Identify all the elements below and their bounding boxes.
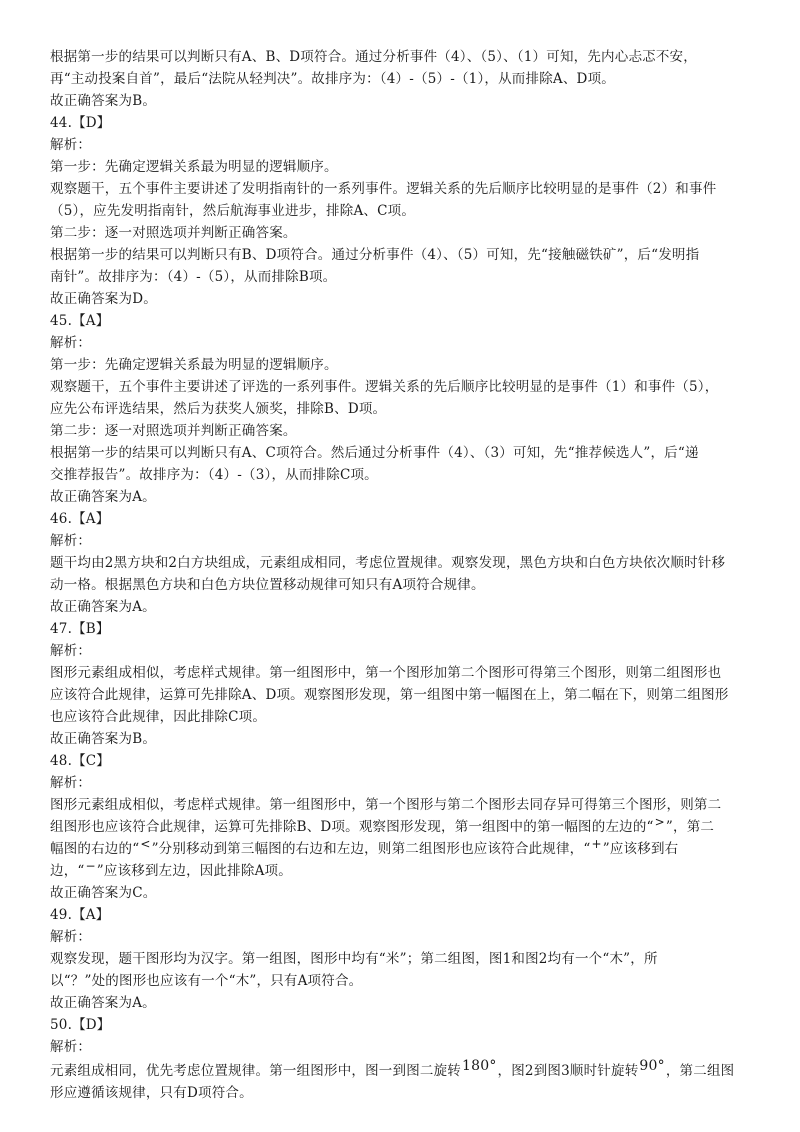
- question-number: 49.【A】: [50, 907, 110, 923]
- question-number: 44.【D】: [50, 115, 111, 131]
- text-line: [50, 1058, 760, 1081]
- text-line: 以“？”处的图形也应该有一个“木”，只有A项符合。: [50, 973, 363, 989]
- text-line: 图形元素组成相似，考虑样式规律。第一组图形中，第一个图形加第二个图形可得第三个图形，则第二组图形也: [50, 665, 722, 681]
- text-segment: ”分别移动到第三幅图的右边和左边，则第二组图形也应该符合此规律，“: [151, 841, 591, 857]
- text-segment: ，第二组图: [665, 1063, 735, 1079]
- text-line: 题干均由2黑方块和2白方块组成，元素组成相同，考虑位置规律。观察发现，黑色方块和白色方块依次顺时针移: [50, 555, 726, 571]
- text-line: [50, 839, 760, 859]
- question-number: 47.【B】: [50, 621, 110, 637]
- text-segment: ”，第二: [665, 819, 715, 835]
- text-line: 观察题干，五个事件主要讲述了评选的一系列事件。逻辑关系的先后顺序比较明显的是事件（1）和事件（5），: [50, 379, 719, 395]
- text-line: [50, 817, 760, 837]
- text-line: 第一步：先确定逻辑关系最为明显的逻辑顺序。: [50, 357, 338, 373]
- text-line: 解析：: [50, 775, 92, 791]
- text-line: 第一步：先确定逻辑关系最为明显的逻辑顺序。: [50, 159, 338, 175]
- text-line: 故正确答案为A。: [50, 599, 156, 615]
- text-line: 应先公布评选结果，然后为获奖人颁奖，排除B、D项。: [50, 401, 387, 417]
- text-segment: 幅图的右边的“: [50, 841, 140, 857]
- text-line: 动一格。根据黑色方块和白色方块位置移动规律可知只有A项符合规律。: [50, 577, 485, 593]
- text-line: 也应该符合此规律，因此排除C项。: [50, 709, 267, 725]
- text-line: 图形元素组成相似，考虑样式规律。第一组图形中，第一个图形与第二个图形去同存异可得第三个图形，则第二: [50, 797, 722, 813]
- text-line: 根据第一步的结果可以判断只有A、B、D项符合。通过分析事件（4）、（5）、（1）可知，先内心忐忑不安，: [50, 49, 697, 65]
- plus-symbol: +: [591, 837, 602, 851]
- question-number: 50.【D】: [50, 1017, 111, 1033]
- text-line: 形应遵循该规律，只有D项符合。: [50, 1085, 253, 1101]
- text-segment: 组图形也应该符合此规律，运算可先排除B、D项。观察图形发现，第一组图中的第一幅图的左边的“: [50, 819, 654, 835]
- text-line: 解析：: [50, 643, 92, 659]
- question-number: 46.【A】: [50, 511, 110, 527]
- text-line: 应该符合此规律，运算可先排除A、D项。观察图形发现，第一组图中第一幅图在上，第二幅在下，则第二组图形: [50, 687, 729, 703]
- question-number: 45.【A】: [50, 313, 110, 329]
- text-line: [50, 861, 760, 881]
- text-line: （5），应先发明指南针，然后航海事业进步，排除A、C项。: [50, 203, 416, 219]
- text-line: 观察题干，五个事件主要讲述了发明指南针的一系列事件。逻辑关系的先后顺序比较明显的是事件（2）和事件: [50, 181, 717, 197]
- text-line: 再“主动投案自首”，最后“法院从轻判决”。故排序为：（4）-（5）-（1），从而排除A、D项。: [50, 71, 615, 87]
- text-line: 解析：: [50, 137, 92, 153]
- text-line: 故正确答案为A。: [50, 489, 156, 505]
- text-line: 故正确答案为C。: [50, 885, 157, 901]
- text-segment: 元素组成相同，优先考虑位置规律。第一组图形中，图一到图二旋转: [50, 1063, 461, 1079]
- text-line: 第二步：逐一对照选项并判断正确答案。: [50, 225, 297, 241]
- text-line: 南针”。故排序为：（4）-（5），从而排除B项。: [50, 269, 337, 285]
- text-line: 故正确答案为D。: [50, 291, 157, 307]
- text-segment: ，图2到图3顺时针旋转: [497, 1063, 639, 1079]
- rotation-angle-90: 90°: [639, 1058, 665, 1074]
- minus-symbol: −: [85, 859, 96, 873]
- text-segment: ”应该移到右: [602, 841, 679, 857]
- text-line: 故正确答案为B。: [50, 731, 157, 747]
- text-line: 解析：: [50, 1039, 92, 1055]
- greater-than-symbol: >: [654, 815, 665, 829]
- text-line: 解析：: [50, 929, 92, 945]
- text-line: 故正确答案为B。: [50, 93, 157, 109]
- question-number: 48.【C】: [50, 753, 110, 769]
- text-line: 观察发现，题干图形均为汉字。第一组图，图形中均有“米”；第二组图，图1和图2均有一个“木”，所: [50, 951, 658, 967]
- text-line: 根据第一步的结果可以判断只有B、D项符合。通过分析事件（4）、（5）可知，先“接触磁铁矿”，后“发明指: [50, 247, 700, 263]
- less-than-symbol: <: [140, 837, 151, 851]
- text-line: 交推荐报告”。故排序为：（4）-（3），从而排除C项。: [50, 467, 378, 483]
- text-line: 解析：: [50, 335, 92, 351]
- text-segment: 边，“: [50, 863, 85, 879]
- rotation-angle-180: 180°: [462, 1058, 497, 1074]
- text-segment: ”应该移到左边，因此排除A项。: [96, 863, 292, 879]
- text-line: 故正确答案为A。: [50, 995, 156, 1011]
- text-line: 第二步：逐一对照选项并判断正确答案。: [50, 423, 297, 439]
- text-line: 解析：: [50, 533, 92, 549]
- text-line: 根据第一步的结果可以判断只有A、C项符合。然后通过分析事件（4）、（3）可知，先“推荐候选人”，后“递: [50, 445, 699, 461]
